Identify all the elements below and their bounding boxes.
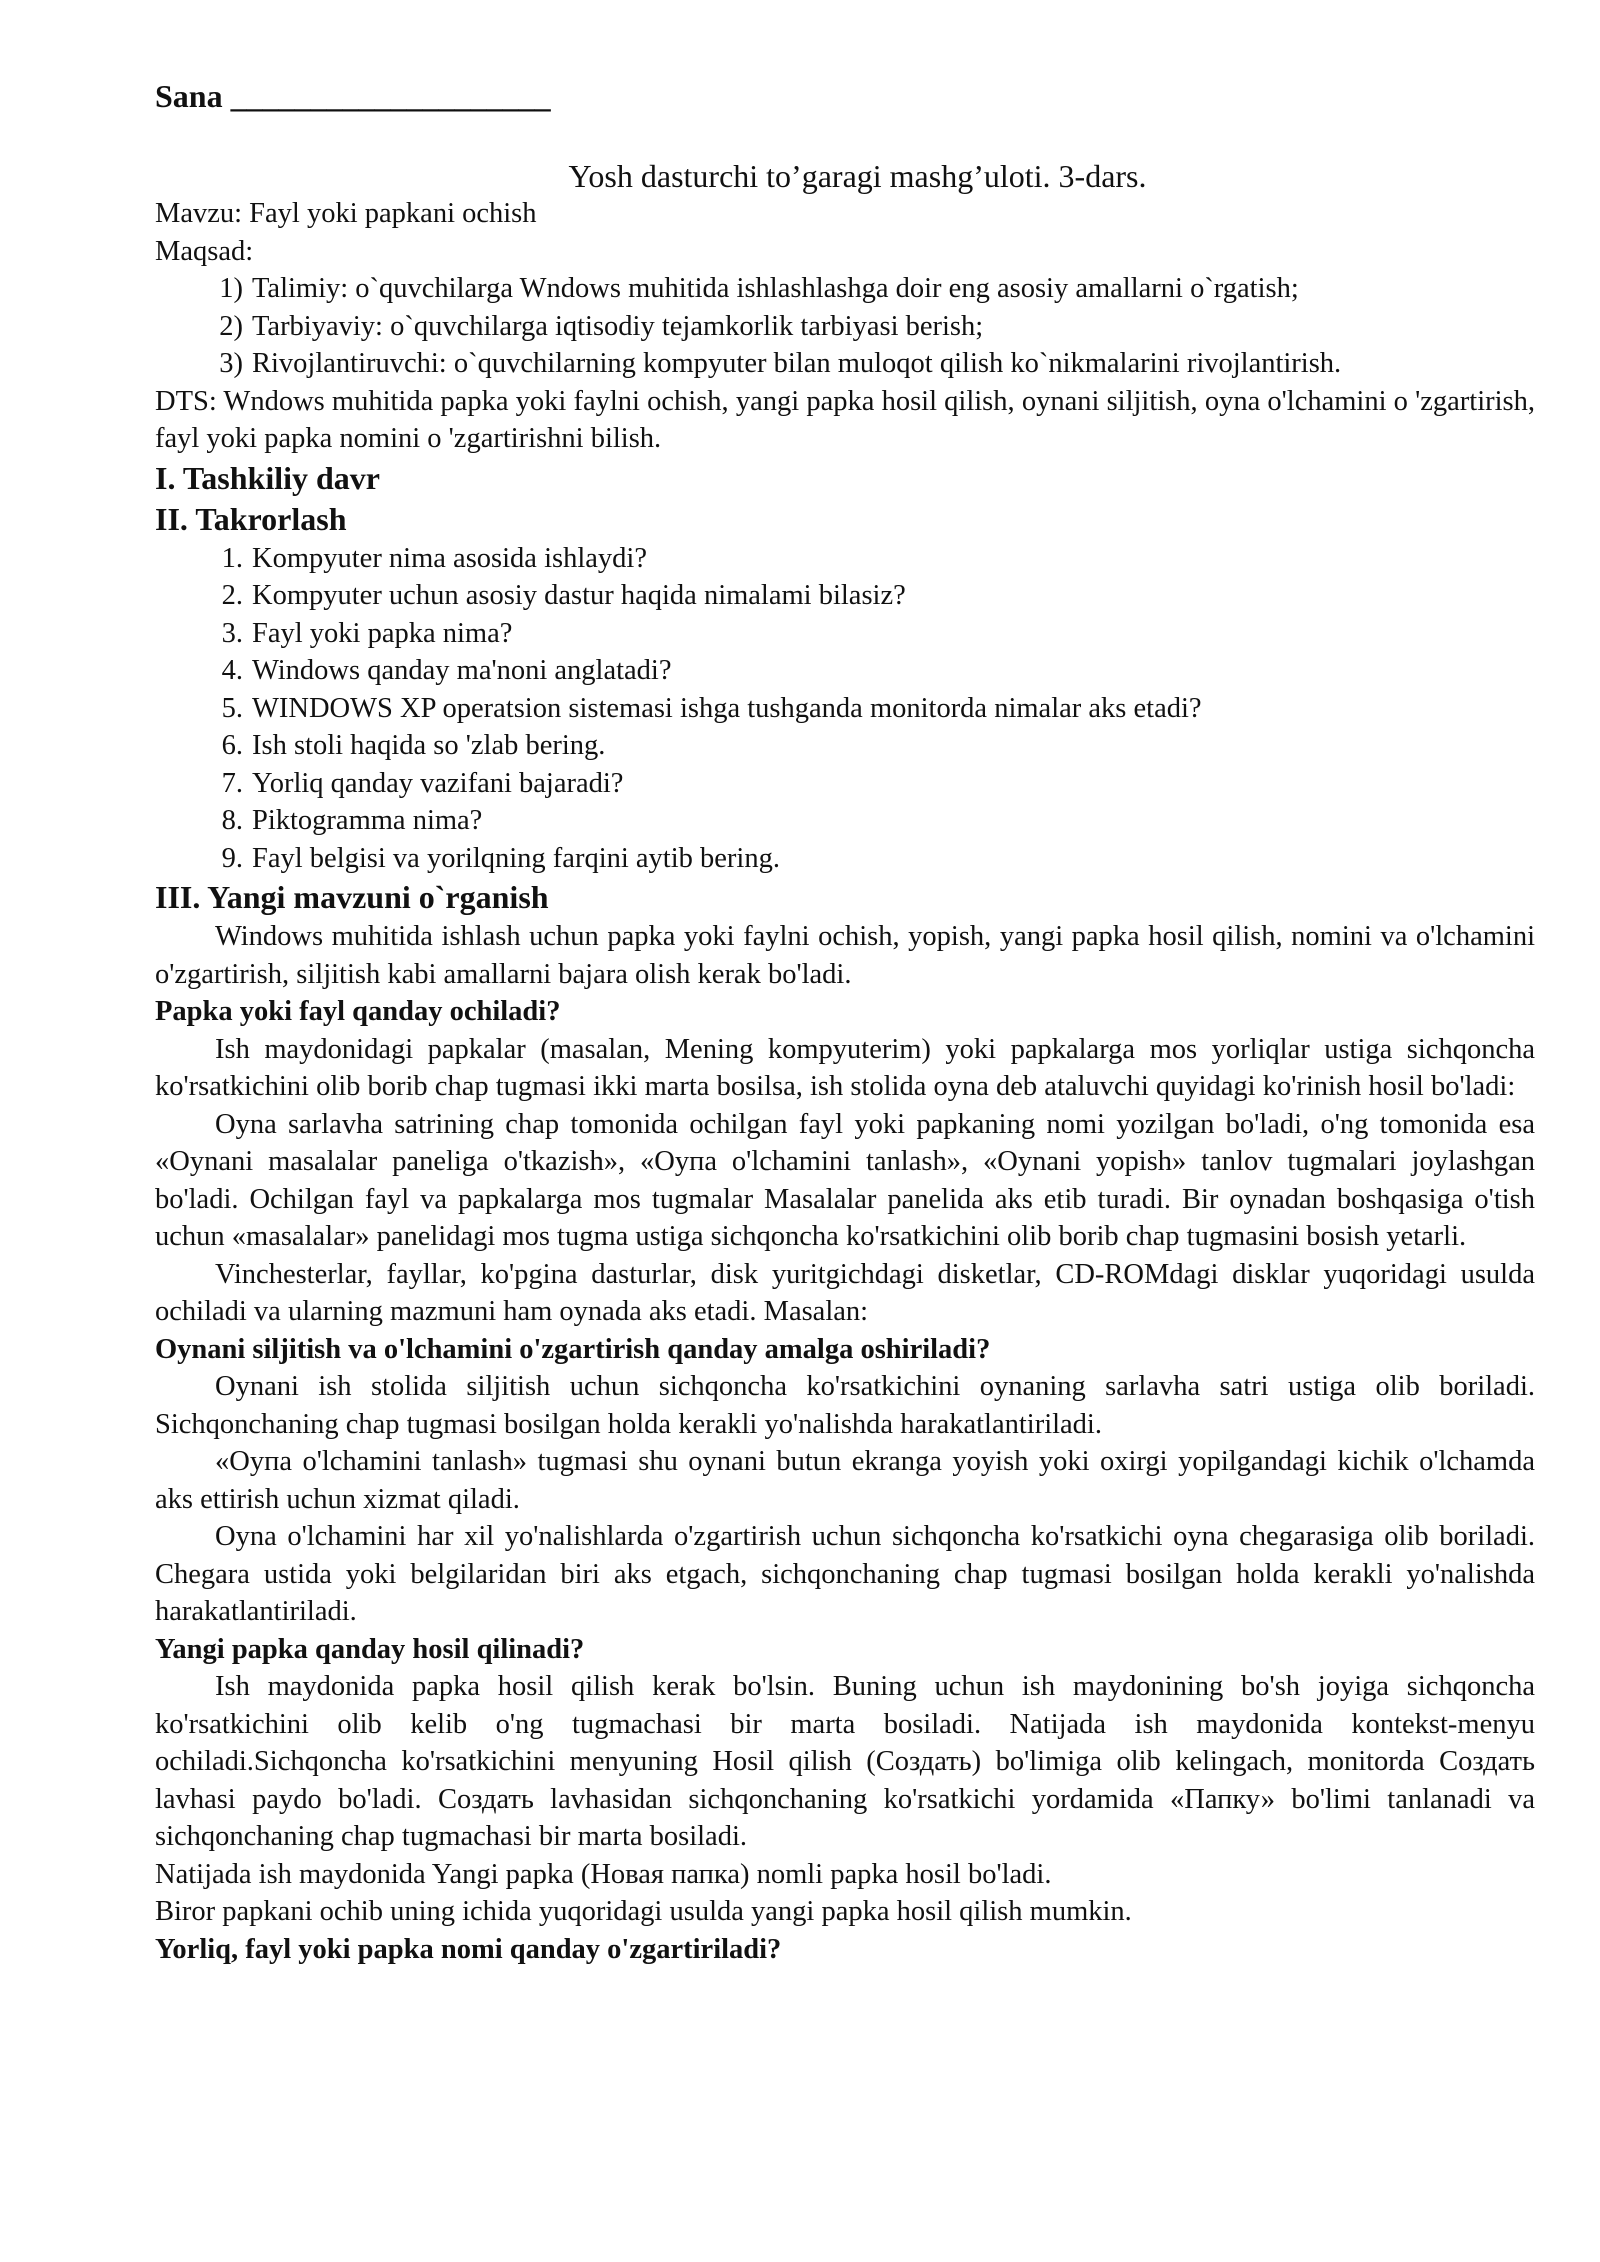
topic-line: Mavzu: Fayl yoki papkani ochish (155, 198, 537, 229)
paragraph: Oynani ish stolida siljitish uchun sichqoncha ko'rsatkichini oynaning sarlavha satri ustiga olib boriladi. Sichqonchaning chap tugmasi bosilgan holda kerakli yo'nalishda harakatlantiriladi. (155, 1371, 1535, 1440)
review-questions-list (155, 540, 1535, 878)
document-body (155, 157, 1535, 1968)
list-item: 2. Kompyuter uchun asosiy dastur haqida nimalami bilasiz? (221, 580, 906, 611)
paragraph: Natijada ish maydonida Yangi papka (Новая папка) nomli papka hosil bo'ladi. (155, 1858, 1052, 1890)
section-heading-1: I. Tashkiliy davr (155, 459, 380, 496)
list-item: 4. Windows qanday ma'noni anglatadi? (221, 655, 672, 686)
list-item: 2) Tarbiyaviy: o`quvchilarga iqtisodiy tejamkorlik tarbiyasi berish; (219, 310, 984, 342)
list-item: 1. Kompyuter nima asosida ishlaydi? (221, 542, 647, 574)
list-item: 5. WINDOWS XP operatsion sistemasi ishga tushganda monitorda nimalar aks etadi? (221, 692, 1202, 724)
paragraph: Ish maydonidagi papkalar (masalan, Mening kompyuterim) yoki papkalarga mos yorliqlar ustiga sichqoncha ko'rsatkichini olib borib chap tugmasi ikki marta bosilsa, ish stolida oyna deb ataluvchi quyidagi ko'rinish hosil bo'ladi: (155, 1033, 1535, 1102)
goals-list (155, 270, 1535, 383)
paragraph: «Oyпa o'lchamini tanlash» tugmasi shu oynani butun ekranga yoyish yoki oxirgi yopilgandagi kichik o'lchamda aks ettirish uchun xizmat qiladi. (155, 1446, 1535, 1515)
paragraph: Vinchesterlar, fayllar, ko'pgina dasturlar, disk yuritgichdagi disketlar, CD-ROMdagi disklar yuqoridagi usulda ochiladi va ularning mazmuni ham oynada aks etadi. Masalan: (155, 1258, 1535, 1327)
section-heading-3: III. Yangi mavzuni o`rganish (155, 879, 549, 915)
goal-label: Maqsad: (155, 235, 254, 267)
dts-paragraph: DTS: Wndows muhitida papka yoki faylni ochish, yangi papka hosil qilish, oynani siljitish, oyna o'lchamini o 'zgartirish, fayl yoki papka nomini o 'zgartirishni bilish. (155, 385, 1535, 454)
intro-paragraph: Windows muhitida ishlash uchun papka yoki faylni ochish, yopish, yangi papka hosil qilish, nomini va o'lchamini o'zgartirish, siljitish kabi amallarni bajara olish kerak bo'ladi. (155, 921, 1535, 990)
list-item: 9. Fayl belgisi va yorilqning farqini aytib bering. (221, 842, 780, 874)
paragraph: Ish maydonida papka hosil qilish kerak bo'lsin. Buning uchun ish maydonining bo'sh joyiga sichqoncha ko'rsatkichini olib kelib o'ng tugmachasi bir marta bosiladi. Natijada ish maydonida kontekst-menyu ochiladi.Sichqoncha ko'rsatkichini menyuning Hosil qilish (Создать) bo'limiga olib kelingach, monitorda Создать lavhasi paydo bo'ladi. Создать lavhasidan sichqonchaning ko'rsatkichi yordamida «Папку» bo'limi tanlanadi va sichqonchaning chap tugmachasi bir marta bosiladi. (155, 1671, 1535, 1852)
list-item: 3. Fayl yoki papka nima? (221, 617, 513, 649)
subheading-open: Papka yoki fayl qanday ochiladi? (155, 996, 561, 1027)
list-item: 7. Yorliq qanday vazifani bajaradi? (221, 767, 624, 799)
section-heading-2: II. Takrorlash (155, 500, 347, 537)
list-item: 3) Rivojlantiruvchi: o`quvchilarning kompyuter bilan muloqot qilish ko`nikmalarini rivojlantirish. (219, 348, 1342, 379)
subheading-new-folder: Yangi papka qanday hosil qilinadi? (155, 1633, 585, 1665)
list-item: 8. Piktogramma nima? (221, 805, 483, 836)
subheading-rename: Yorliq, fayl yoki papka nomi qanday o'zgartiriladi? (155, 1933, 782, 1965)
date-blank: ____________________ (230, 78, 551, 114)
list-item: 1) Talimiy: o`quvchilarga Wndows muhitida ishlashlashga doir eng asosiy amallarni o`rgatish; (219, 273, 1299, 304)
paragraph: Oyna sarlavha satrining chap tomonida ochilgan fayl yoki papkaning nomi yozilgan bo'ladi, o'ng tomonida esa «Oynani masalalar paneliga o'tkazish», «Oyпa o'lchamini tanlash», «Oynani yopish» tanlov tugmalari joylashgan bo'ladi. Ochilgan fayl va papkalarga mos tugmalar Masalalar panelida aks etib turadi. Bir oynadan boshqasiga o'tish uchun «masalalar» panelidagi mos tugma ustiga sichqoncha ko'rsatkichini olib borib chap tugmasini bosish yetarli. (155, 1108, 1535, 1252)
list-item: 6. Ish stoli haqida so 'zlab bering. (221, 730, 606, 761)
paragraph: Oyna o'lchamini har xil yo'nalishlarda o'zgartirish uchun sichqoncha ko'rsatkichi oyna chegarasiga olib boriladi. Chegara ustida yoki belgilaridan biri aks etgach, sichqonchaning chap tugmasi bosilgan holda kerakli yo'nalishda harakatlantiriladi. (155, 1521, 1535, 1627)
paragraph: Biror papkani ochib uning ichida yuqoridagi usulda yangi papka hosil qilish mumkin. (155, 1896, 1132, 1927)
subheading-move: Oynani siljitish va o'lchamini o'zgartirish qanday amalga oshiriladi? (155, 1333, 991, 1365)
lesson-title: Yosh dasturchi to’garagi mashg’uloti. 3-dars. (568, 158, 1147, 194)
date-label: Sana (155, 78, 223, 114)
date-line (155, 76, 551, 116)
